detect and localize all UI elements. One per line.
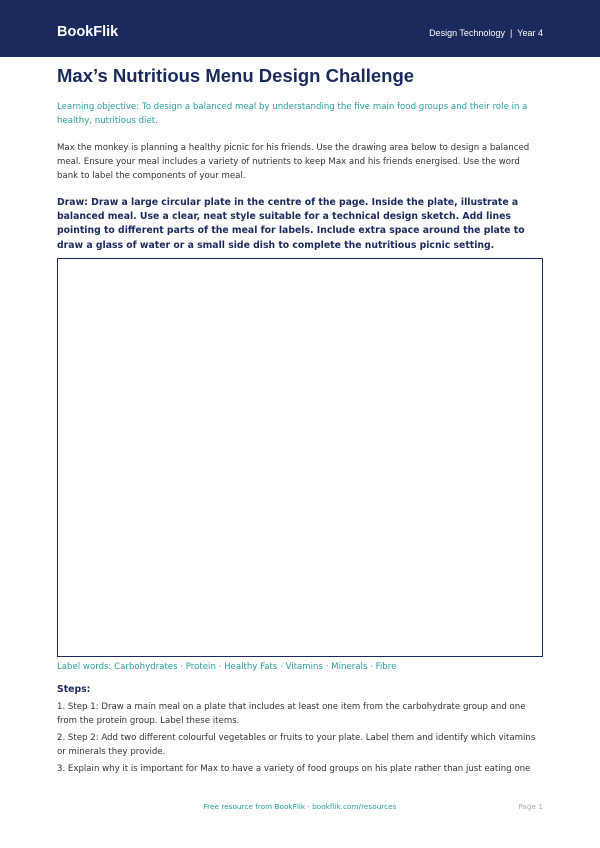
step-item: 2. Step 2: Add two different colourful vegetables or fruits to your plate. Label them and identify which vitamins or minerals they provide. <box>57 733 536 757</box>
brand-logo: BookFlik <box>57 24 119 40</box>
subject-separator: | <box>509 28 513 38</box>
steps-list <box>57 700 543 779</box>
worksheet-content <box>57 64 543 253</box>
subject-label <box>429 28 543 38</box>
draw-instruction: Draw: Draw a large circular plate in the centre of the page. Inside the plate, illustrate a balanced meal. Use a clear, neat style suitable for a technical design sketch. Add lines pointing to different parts of the meal for labels. Include extra space around the plate to draw a glass of water or a small side dish to complete the nutritious picnic setting. <box>57 197 525 251</box>
step-item: 3. Explain why it is important for Max to have a variety of food groups on his plate rather than just eating one <box>57 764 531 774</box>
page-number: Page 1 <box>518 802 543 811</box>
word-bank: Label words: Carbohydrates · Protein · Healthy Fats · Vitamins · Minerals · Fibre <box>57 662 397 672</box>
drawing-area[interactable] <box>57 258 543 657</box>
year-label: Year 4 <box>517 28 543 38</box>
steps-heading: Steps: <box>57 684 91 695</box>
subject-name: Design Technology <box>429 28 505 38</box>
footer-credit: Free resource from BookFlik · bookflik.com/resources <box>203 802 397 811</box>
learning-objective: Learning objective: To design a balanced meal by understanding the five main food groups and their role in a healthy, nutritious diet. <box>57 102 528 126</box>
header-bar <box>0 0 600 57</box>
intro-paragraph: Max the monkey is planning a healthy picnic for his friends. Use the drawing area below to design a balanced meal. Ensure your meal includes a variety of nutrients to keep Max and his friends energised. Use the word bank to label the components of your meal. <box>57 143 530 181</box>
step-item: 1. Step 1: Draw a main meal on a plate that includes at least one item from the carbohydrate group and one from the protein group. Label these items. <box>57 702 526 726</box>
page-title: Max’s Nutritious Menu Design Challenge <box>57 65 415 86</box>
